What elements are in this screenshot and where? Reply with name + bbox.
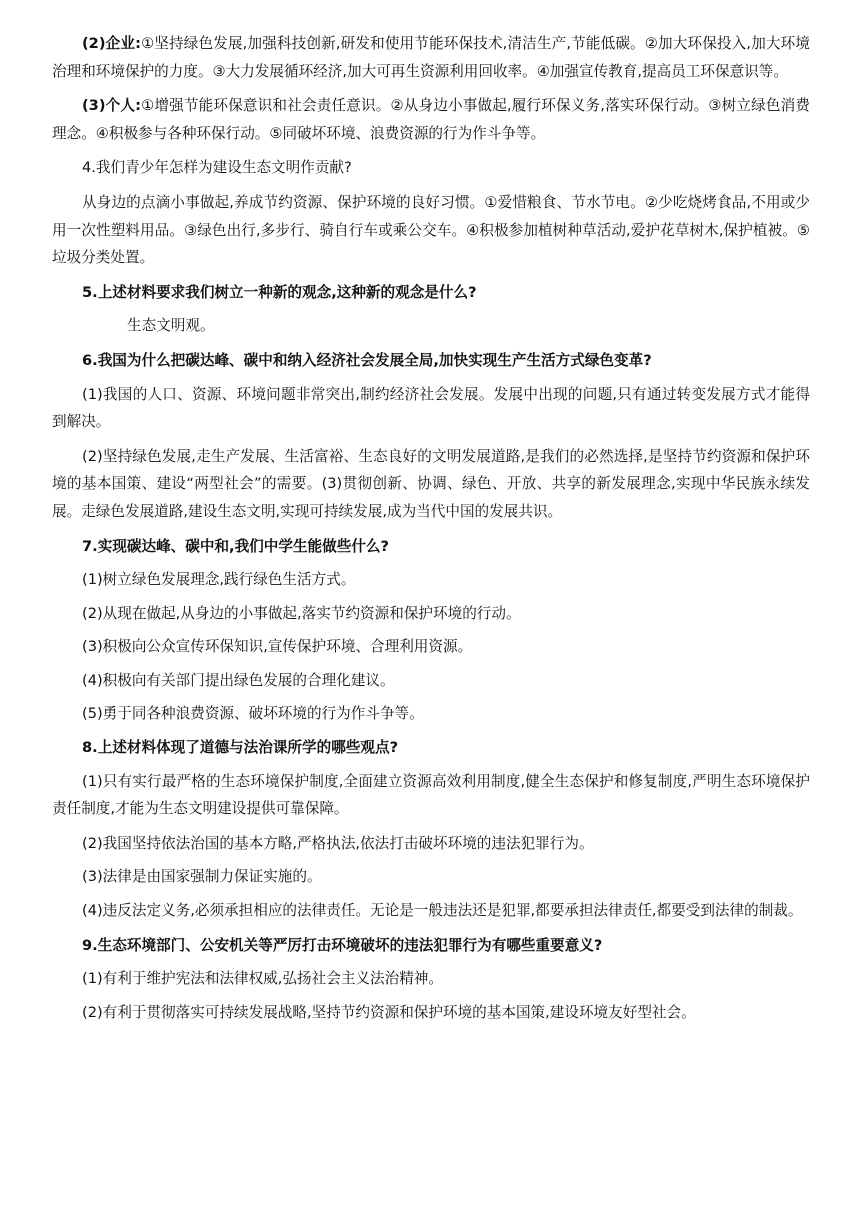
section-individual-lead: (3)个人: — [82, 97, 141, 115]
question-4: 4.我们青少年怎样为建设生态文明作贡献? — [82, 159, 352, 177]
section-enterprise — [52, 30, 810, 85]
answer-5: 生态文明观。 — [127, 317, 215, 335]
question-6: 6.我国为什么把碳达峰、碳中和纳入经济社会发展全局,加快实现生产生活方式绿色变革? — [82, 351, 652, 369]
section-individual — [52, 92, 810, 147]
answer-7-item: (5)勇于同各种浪费资源、破坏环境的行为作斗争等。 — [82, 705, 424, 723]
answer-7-item: (2)从现在做起,从身边的小事做起,落实节约资源和保护环境的行动。 — [82, 604, 521, 622]
question-7: 7.实现碳达峰、碳中和,我们中学生能做些什么? — [82, 537, 389, 555]
question-8: 8.上述材料体现了道德与法治课所学的哪些观点? — [82, 739, 399, 757]
answer-8-item: (4)违反法定义务,必须承担相应的法律责任。无论是一般违法还是犯罪,都要承担法律责任,都要受到法律的制裁。 — [82, 902, 803, 920]
answer-8-item: (2)我国坚持依法治国的基本方略,严格执法,依法打击破坏环境的违法犯罪行为。 — [82, 834, 594, 852]
answer-6-p1: (1)我国的人口、资源、环境问题非常突出,制约经济社会发展。发展中出现的问题,只有通过转变发展方式才能得到解决。 — [52, 385, 810, 431]
answer-7-item: (1)树立绿色发展理念,践行绿色生活方式。 — [82, 571, 356, 589]
question-9: 9.生态环境部门、公安机关等严厉打击环境破坏的违法犯罪行为有哪些重要意义? — [82, 936, 603, 954]
question-5: 5.上述材料要求我们树立一种新的观念,这种新的观念是什么? — [82, 283, 477, 301]
section-enterprise-text: ①坚持绿色发展,加强科技创新,研发和使用节能环保技术,清洁生产,节能低碳。②加大环保投入,加大环境治理和环境保护的力度。③大力发展循环经济,加大可再生资源利用回收率。④加强宣传教育,提高员工环保意识等。 — [52, 35, 810, 80]
answer-6-p2: (2)坚持绿色发展,走生产发展、生活富裕、生态良好的文明发展道路,是我们的必然选择,是坚持节约资源和保护环境的基本国策、建设“两型社会”的需要。(3)贯彻创新、协调、绿色、开放、共享的新发展理念,实现中华民族永续发展。走绿色发展道路,建设生态文明,实现可持续发展,成为当代中国的发展共识。 — [52, 447, 810, 520]
answer-8-item: (1)只有实行最严格的生态环境保护制度,全面建立资源高效利用制度,健全生态保护和修复制度,严明生态环境保护责任制度,才能为生态文明建设提供可靠保障。 — [52, 772, 810, 818]
answer-8-item: (3)法律是由国家强制力保证实施的。 — [82, 868, 322, 886]
section-enterprise-lead: (2)企业: — [82, 35, 141, 52]
answer-7-item: (4)积极向有关部门提出绿色发展的合理化建议。 — [82, 671, 395, 689]
answer-9-item: (2)有利于贯彻落实可持续发展战略,坚持节约资源和保护环境的基本国策,建设环境友好型社会。 — [82, 1003, 696, 1021]
answer-9-item: (1)有利于维护宪法和法律权威,弘扬社会主义法治精神。 — [82, 970, 443, 988]
answer-7-item: (3)积极向公众宣传环保知识,宣传保护环境、合理利用资源。 — [82, 638, 473, 656]
answer-4: 从身边的点滴小事做起,养成节约资源、保护环境的良好习惯。①爱惜粮食、节水节电。②少吃烧烤食品,不用或少用一次性塑料用品。③绿色出行,多步行、骑自行车或乘公交车。④积极参加植树种草活动,爱护花草树木,保护植被。⑤垃圾分类处置。 — [52, 193, 810, 267]
section-individual-text: ①增强节能环保意识和社会责任意识。②从身边小事做起,履行环保义务,落实环保行动。③树立绿色消费理念。④积极参与各种环保行动。⑤同破坏环境、浪费资源的行为作斗争等。 — [52, 97, 810, 142]
